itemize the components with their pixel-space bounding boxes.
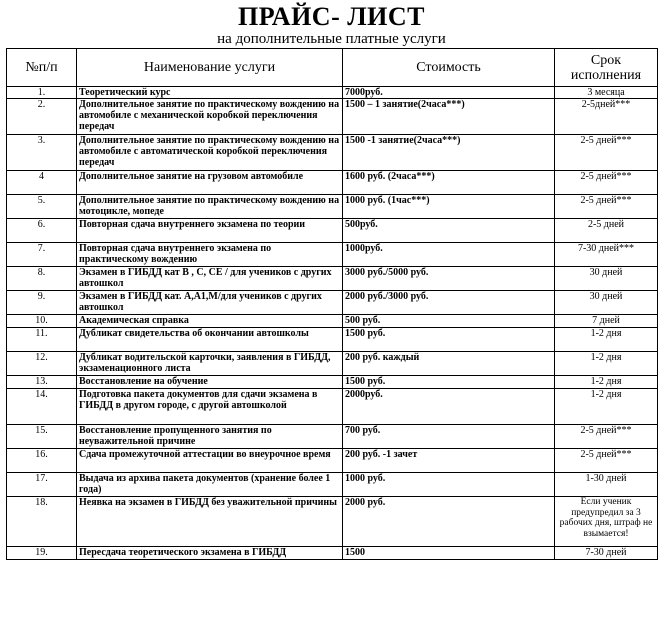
cell-term: 1-2 дня — [555, 328, 658, 352]
page-subtitle: на дополнительные платные услуги — [217, 31, 446, 47]
cell-num: 14. — [7, 389, 77, 425]
cell-term: 2-5 дней*** — [555, 425, 658, 449]
cell-service-name: Экзамен в ГИБДД кат В , С, СЕ / для учеников с других автошкол — [77, 267, 343, 291]
cell-num: 13. — [7, 376, 77, 389]
cell-num: 4 — [7, 171, 77, 195]
cell-term: 2-5 дней*** — [555, 195, 658, 219]
cell-num: 2. — [7, 99, 77, 135]
cell-service-name: Пересдача теоретического экзамена в ГИБДД — [77, 547, 343, 560]
cell-price: 1000 руб. — [343, 473, 555, 497]
cell-term: 2-5 дней*** — [555, 171, 658, 195]
cell-term: 2-5 дней — [555, 219, 658, 243]
cell-service-name: Подготовка пакета документов для сдачи экзамена в ГИБДД в другом городе, с другой автошколой — [77, 389, 343, 425]
header-name: Наименование услуги — [77, 49, 343, 87]
table-row — [7, 99, 658, 135]
cell-price: 1500 – 1 занятие(2часа***) — [343, 99, 555, 135]
cell-num: 15. — [7, 425, 77, 449]
cell-price: 1000 руб. (1час***) — [343, 195, 555, 219]
cell-num: 18. — [7, 497, 77, 547]
cell-num: 16. — [7, 449, 77, 473]
cell-price: 200 руб. каждый — [343, 352, 555, 376]
cell-price: 700 руб. — [343, 425, 555, 449]
page-title: ПРАЙС- ЛИСТ — [238, 2, 425, 31]
cell-num: 8. — [7, 267, 77, 291]
table-row — [7, 389, 658, 425]
table-row — [7, 328, 658, 352]
cell-term: 30 дней — [555, 267, 658, 291]
table-row — [7, 473, 658, 497]
cell-price: 3000 руб./5000 руб. — [343, 267, 555, 291]
cell-num: 19. — [7, 547, 77, 560]
cell-num: 12. — [7, 352, 77, 376]
cell-price: 500руб. — [343, 219, 555, 243]
table-row — [7, 449, 658, 473]
table-row — [7, 135, 658, 171]
cell-num: 11. — [7, 328, 77, 352]
cell-price: 1600 руб. (2часа***) — [343, 171, 555, 195]
cell-term: 2-5 дней*** — [555, 135, 658, 171]
cell-num: 5. — [7, 195, 77, 219]
cell-service-name: Восстановление пропущенного занятия по неуважительной причине — [77, 425, 343, 449]
table-row — [7, 171, 658, 195]
cell-price: 1000руб. — [343, 243, 555, 267]
cell-num: 9. — [7, 291, 77, 315]
cell-price: 2000 руб./3000 руб. — [343, 291, 555, 315]
table-body — [7, 87, 658, 560]
cell-service-name: Дополнительное занятие по практическому вождению на мотоцикле, мопеде — [77, 195, 343, 219]
cell-num: 1. — [7, 87, 77, 99]
cell-price: 2000 руб. — [343, 497, 555, 547]
cell-price: 2000руб. — [343, 389, 555, 425]
cell-service-name: Экзамен в ГИБДД кат. А,А1,М/для учеников с других автошкол — [77, 291, 343, 315]
cell-num: 10. — [7, 315, 77, 328]
table-row — [7, 497, 658, 547]
table-row — [7, 195, 658, 219]
header-row — [7, 49, 658, 87]
cell-term: 2-5дней*** — [555, 99, 658, 135]
cell-service-name: Академическая справка — [77, 315, 343, 328]
cell-num: 6. — [7, 219, 77, 243]
cell-service-name: Повторная сдача внутреннего экзамена по теории — [77, 219, 343, 243]
cell-service-name: Сдача промежуточной аттестации во внеурочное время — [77, 449, 343, 473]
header-price: Стоимость — [343, 49, 555, 87]
table-row — [7, 219, 658, 243]
cell-num: 17. — [7, 473, 77, 497]
cell-price: 7000руб. — [343, 87, 555, 99]
cell-term: Если ученик предупредил за 3 рабочих дня, штраф не взымается! — [555, 497, 658, 547]
cell-price: 1500 — [343, 547, 555, 560]
price-table — [6, 48, 658, 560]
table-row — [7, 547, 658, 560]
table-row — [7, 267, 658, 291]
cell-service-name: Восстановление на обучение — [77, 376, 343, 389]
cell-price: 1500 руб. — [343, 376, 555, 389]
header-num: №п/п — [7, 49, 77, 87]
cell-service-name: Дубликат свидетельства об окончании автошколы — [77, 328, 343, 352]
cell-term: 1-2 дня — [555, 352, 658, 376]
cell-term: 7-30 дней*** — [555, 243, 658, 267]
cell-term: 30 дней — [555, 291, 658, 315]
table-row — [7, 315, 658, 328]
cell-term: 7-30 дней — [555, 547, 658, 560]
table-row — [7, 291, 658, 315]
cell-service-name: Выдача из архива пакета документов (хранение более 1 года) — [77, 473, 343, 497]
cell-term: 3 месяца — [555, 87, 658, 99]
cell-price: 1500 -1 занятие(2часа***) — [343, 135, 555, 171]
cell-service-name: Теоретический курс — [77, 87, 343, 99]
cell-num: 3. — [7, 135, 77, 171]
cell-term: 1-2 дня — [555, 389, 658, 425]
cell-price: 1500 руб. — [343, 328, 555, 352]
cell-service-name: Дополнительное занятие по практическому вождению на автомобиле с автоматической коробкой переключения передач — [77, 135, 343, 171]
table-row — [7, 376, 658, 389]
cell-service-name: Дополнительное занятие на грузовом автомобиле — [77, 171, 343, 195]
cell-service-name: Повторная сдача внутреннего экзамена по практическому вождению — [77, 243, 343, 267]
table-row — [7, 352, 658, 376]
cell-num: 7. — [7, 243, 77, 267]
table-row — [7, 87, 658, 99]
cell-service-name: Дополнительное занятие по практическому вождению на автомобиле с механической коробкой переключения передач — [77, 99, 343, 135]
cell-service-name: Неявка на экзамен в ГИБДД без уважительной причины — [77, 497, 343, 547]
cell-term: 7 дней — [555, 315, 658, 328]
cell-price: 200 руб. -1 зачет — [343, 449, 555, 473]
cell-term: 1-30 дней — [555, 473, 658, 497]
cell-service-name: Дубликат водительской карточки, заявления в ГИБДД, экзаменационного листа — [77, 352, 343, 376]
table-row — [7, 425, 658, 449]
cell-price: 500 руб. — [343, 315, 555, 328]
header-term: Срок исполнения — [555, 49, 658, 87]
table-row — [7, 243, 658, 267]
cell-term: 2-5 дней*** — [555, 449, 658, 473]
cell-term: 1-2 дня — [555, 376, 658, 389]
